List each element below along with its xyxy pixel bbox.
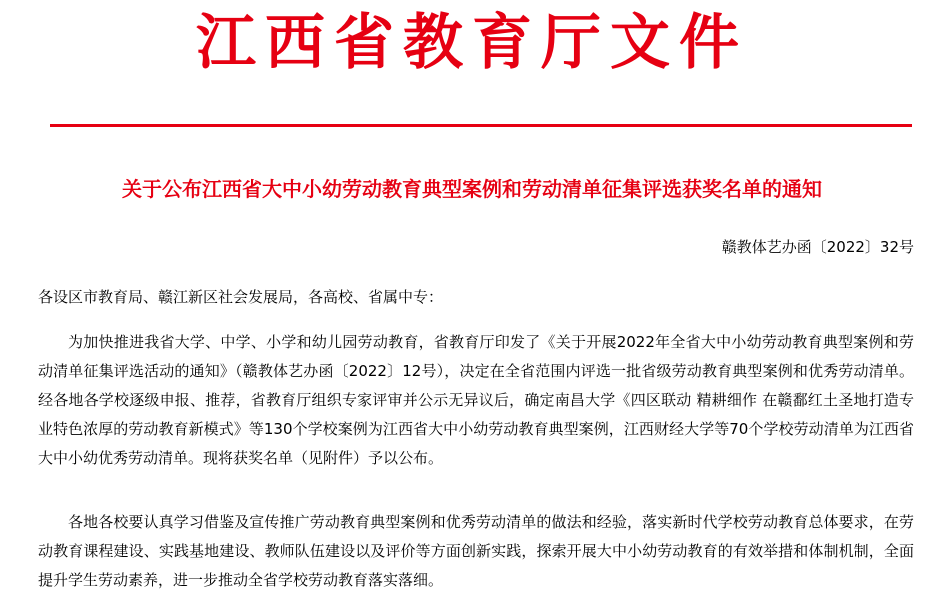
- document-number: 赣教体艺办函〔2022〕32号: [721, 238, 914, 256]
- body-paragraph: 为加快推进我省大学、中学、小学和幼儿园劳动教育，省教育厅印发了《关于开展2022年全省大中小幼劳动教育典型案例和劳动清单征集评选活动的通知》（赣教体艺办函〔2022〕12号），决定在全省范围内评选一批省级劳动教育典型案例和优秀劳动清单。经各地各学校逐级申报、推荐，省教育厅组织专家评审并公示无异议后，确定南昌大学《四区联动 精耕细作 在赣鄱红土圣地打造专业特色浓厚的劳动教育新模式》等130个学校案例为江西省大中小幼劳动教育典型案例，江西财经大学等70个学校劳动清单为江西省大中小幼优秀劳动清单。现将获奖名单（见附件）予以公布。: [38, 333, 914, 467]
- notice-title: 关于公布江西省大中小幼劳动教育典型案例和劳动清单征集评选获奖名单的通知: [122, 177, 822, 201]
- document-header-title: 江西省教育厅文件: [196, 8, 748, 78]
- header-divider: [50, 124, 912, 127]
- body-paragraph: 各地各校要认真学习借鉴及宣传推广劳动教育典型案例和优秀劳动清单的做法和经验，落实新时代学校劳动教育总体要求，在劳动教育课程建设、实践基地建设、教师队伍建设以及评价等方面创新实践，探索开展大中小幼劳动教育的有效举措和体制机制，全面提升学生劳动素养，进一步推动全省学校劳动教育落实落细。: [38, 513, 914, 589]
- salutation: 各设区市教育局、赣江新区社会发展局，各高校、省属中专：: [38, 288, 444, 306]
